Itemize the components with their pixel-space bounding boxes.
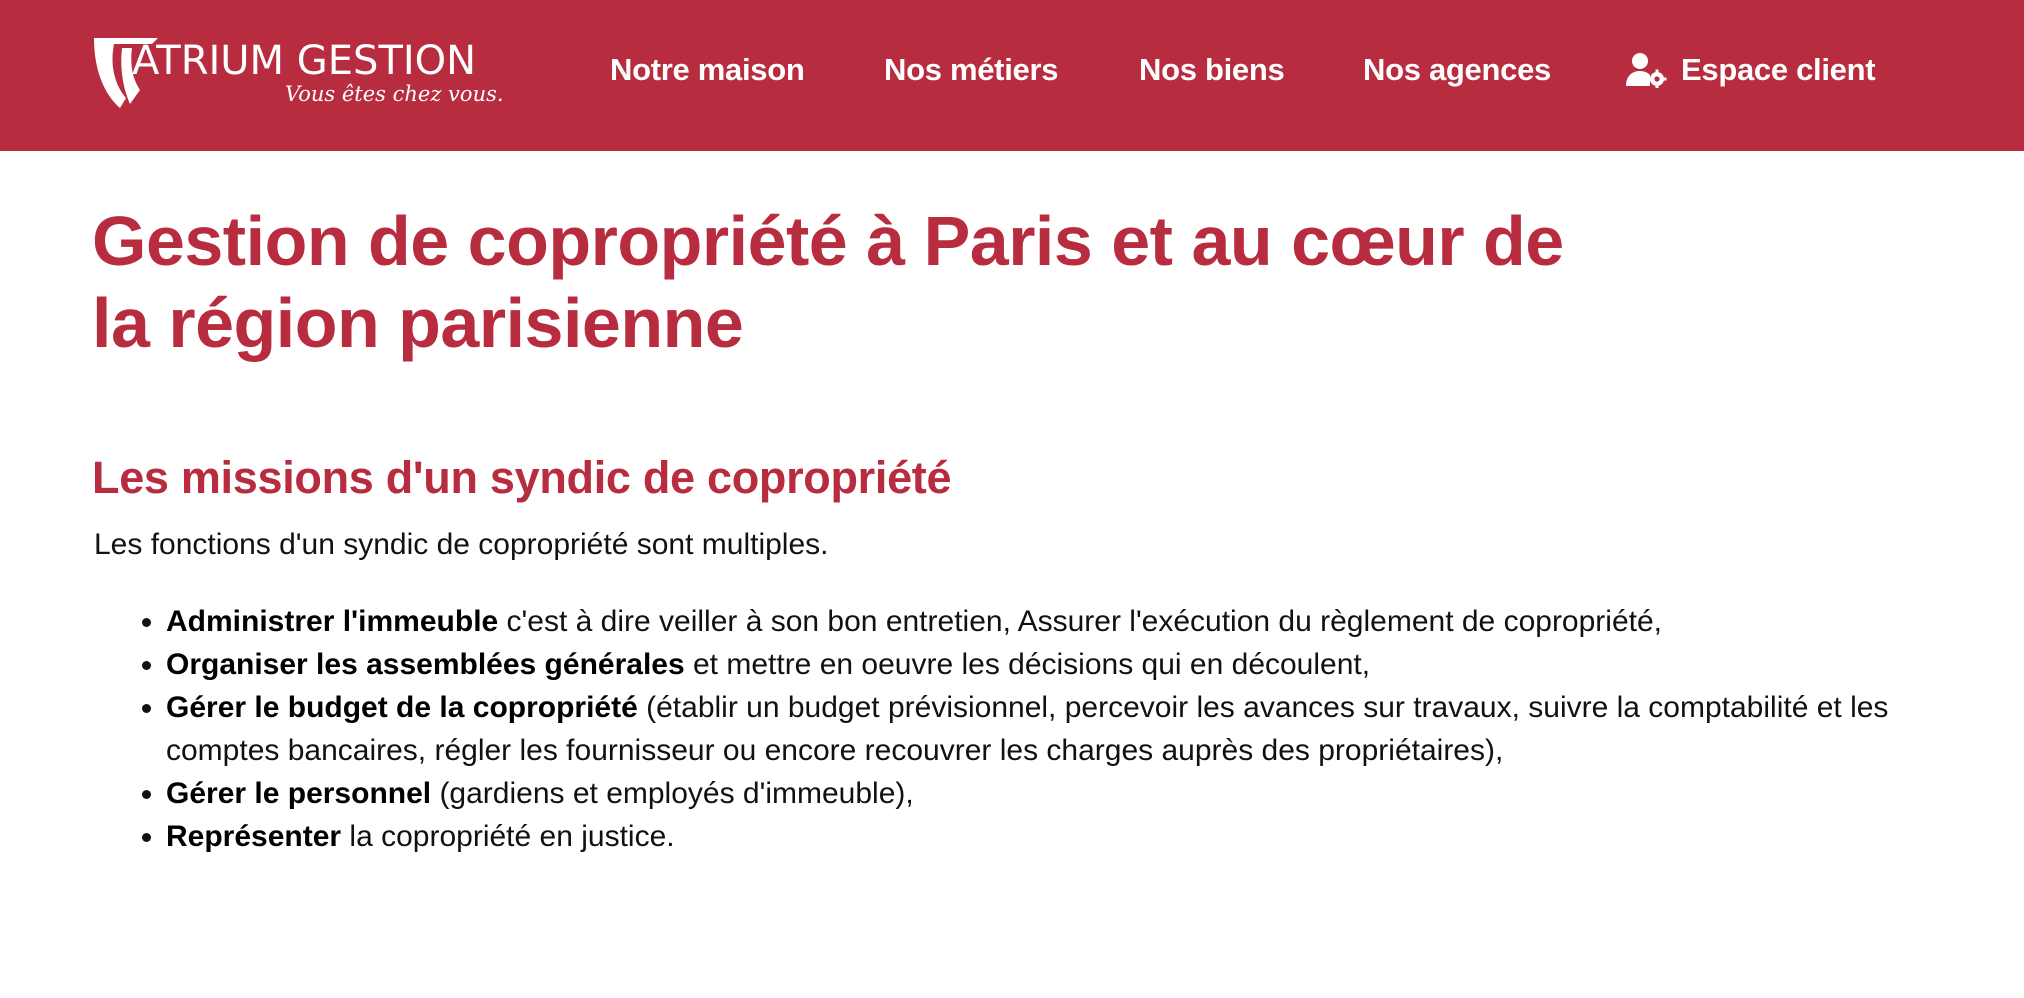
mission-heading: Gérer le personnel [166,777,432,810]
mission-text: (gardiens et employés d'immeuble), [431,777,914,810]
mission-text: c'est à dire veiller à son bon entretien, Assurer l'exécution du règlement de copropriété, [498,605,1662,638]
mission-text: (établir un budget prévisionnel, percevoir les avances sur travaux, suivre la comptabilité et les comptes bancaires, régler les fournisseur ou encore recouvrer les charges auprès des propriétaires), [166,691,1889,767]
nav-item-nos-agences[interactable]: Nos agences [1363,52,1551,87]
mission-heading: Organiser les assemblées générales [166,648,685,681]
mission-heading: Gérer le budget de la copropriété [166,691,638,724]
nav-item-nos-metiers[interactable]: Nos métiers [884,52,1059,87]
atrium-gestion-logo[interactable] [92,34,512,112]
logo-brand-text: ATRIUM GESTION [132,38,477,84]
nav-item-nos-biens[interactable]: Nos biens [1139,52,1285,87]
missions-list [92,600,1966,858]
mission-heading: Administrer l'immeuble [166,605,499,638]
list-item [166,815,1966,858]
section-title-missions: Les missions d'un syndic de copropriété [92,452,952,503]
missions-intro: Les fonctions d'un syndic de copropriété sont multiples. [94,528,829,561]
list-item [166,600,1966,643]
list-item [166,643,1966,686]
list-item [166,772,1966,815]
user-gear-icon [1625,52,1667,88]
logo-tagline: Vous êtes chez vous. [285,82,504,106]
mission-text: la copropriété en justice. [341,820,675,853]
page-title: Gestion de copropriété à Paris et au cœur de la région parisienne [92,202,1564,362]
nav-item-espace-client[interactable] [1625,52,1875,88]
list-item [166,686,1966,772]
mission-text: et mettre en oeuvre les décisions qui en découlent, [684,648,1371,681]
nav-item-notre-maison[interactable]: Notre maison [610,52,805,87]
espace-client-label: Espace client [1681,52,1876,87]
site-header [0,0,2024,151]
mission-heading: Représenter [166,820,342,853]
